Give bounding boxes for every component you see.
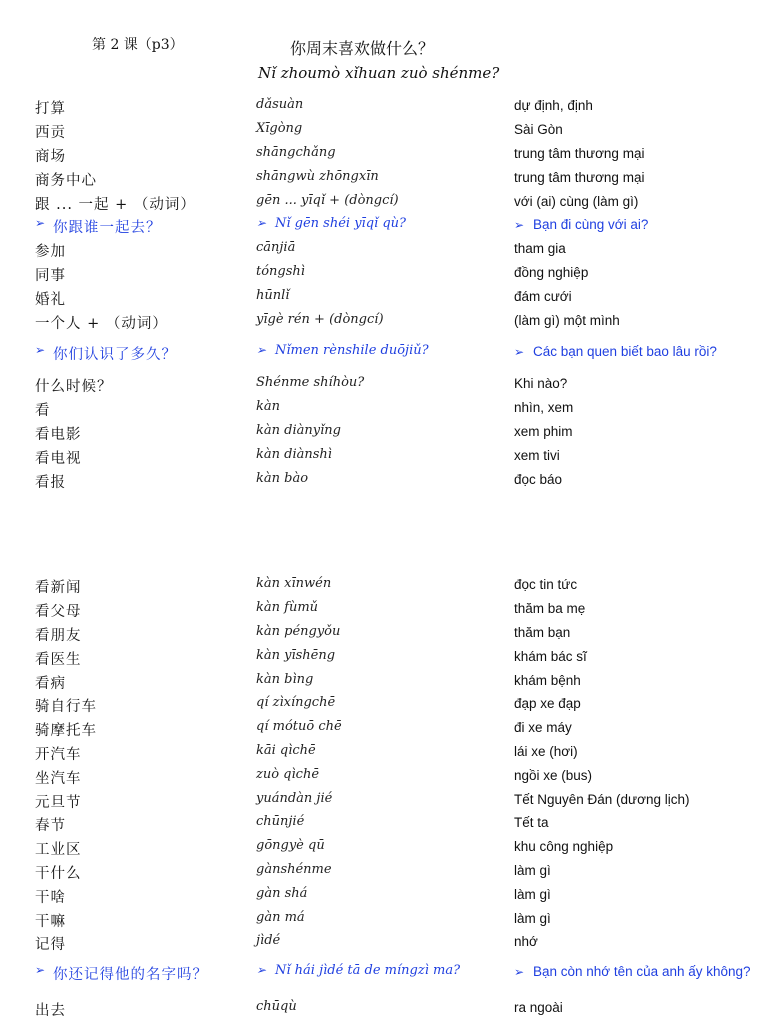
py-label: yuándàn jié: [256, 791, 333, 806]
py-label: dǎsuàn: [256, 97, 304, 112]
vi-label: với (ai) cùng (làm gì): [514, 194, 639, 209]
vocab-row: [0, 423, 768, 447]
zh-label: 开汽车: [35, 747, 82, 763]
vietnamese-text: [514, 933, 736, 951]
py-label: kàn bào: [256, 471, 309, 486]
py-label: kàn: [256, 399, 281, 414]
pinyin-text: [256, 343, 429, 358]
chinese-text: [35, 216, 162, 237]
vietnamese-text: [514, 97, 736, 115]
vocab-row: [0, 910, 768, 934]
vocab-row: [0, 288, 768, 312]
chinese-text: [35, 193, 196, 214]
pinyin-text: [256, 910, 305, 925]
vocab-row: [0, 814, 768, 838]
py-label: qí mótuō chē: [256, 719, 342, 734]
pinyin-text: [256, 963, 460, 978]
zh-label: 一个人 + （动词）: [35, 316, 168, 332]
zh-label: 什么时候？: [35, 379, 113, 395]
pinyin-text: [256, 288, 289, 303]
chinese-text: [35, 886, 66, 907]
vi-label: nhìn, xem: [514, 400, 574, 415]
chinese-text: [35, 343, 177, 364]
pinyin-text: [256, 399, 280, 414]
vi-label: làm gì: [514, 863, 551, 878]
vocab-row: [0, 719, 768, 743]
vocab-row: [0, 312, 768, 336]
vietnamese-text: [514, 999, 736, 1017]
py-label: chūqù: [256, 999, 297, 1014]
vi-label: trung tâm thương mại: [514, 170, 645, 185]
zh-label: 工业区: [35, 842, 82, 858]
vietnamese-text: [514, 719, 736, 737]
page-title: 你周末喜欢做什么？: [290, 39, 435, 58]
vietnamese-text: [514, 910, 736, 928]
zh-label: 商务中心: [35, 173, 97, 189]
vietnamese-text: [514, 963, 755, 981]
vi-label: làm gì: [514, 911, 551, 926]
vi-label: khám bác sĩ: [514, 649, 587, 664]
zh-label: 看电影: [35, 427, 82, 443]
vietnamese-text: [514, 343, 755, 361]
pinyin-text: [256, 423, 341, 438]
vietnamese-text: [514, 447, 736, 465]
pinyin-text: [256, 862, 332, 877]
pinyin-text: [256, 600, 318, 615]
vi-label: đọc báo: [514, 472, 563, 487]
pinyin-text: [256, 576, 331, 591]
pinyin-text: [256, 814, 304, 829]
pinyin-text: [256, 743, 316, 758]
vi-label: xem phim: [514, 424, 573, 439]
bullet-arrow-icon: ➢: [256, 216, 267, 230]
pinyin-text: [256, 471, 308, 486]
chinese-text: [35, 624, 82, 645]
vietnamese-text: [514, 288, 736, 306]
vi-label: Các bạn quen biết bao lâu rồi?: [533, 344, 717, 359]
py-label: Nǐmen rènshile duōjiǔ?: [275, 343, 429, 358]
py-label: kāi qìchē: [256, 743, 316, 758]
zh-label: 干嘛: [35, 914, 66, 930]
vocab-row: [0, 145, 768, 169]
vietnamese-text: [514, 169, 736, 187]
chinese-text: [35, 791, 82, 812]
vi-label: đồng nghiệp: [514, 265, 589, 280]
chinese-text: [35, 862, 82, 883]
py-label: kàn péngyǒu: [256, 624, 341, 639]
py-label: hūnlǐ: [256, 288, 290, 303]
vietnamese-text: [514, 423, 736, 441]
pinyin-text: [256, 216, 406, 231]
py-label: kàn fùmǔ: [256, 600, 319, 615]
vi-label: Bạn đi cùng với ai?: [533, 217, 649, 232]
vietnamese-text: [514, 814, 736, 832]
zh-label: 看朋友: [35, 628, 82, 644]
chinese-text: [35, 97, 66, 118]
zh-label: 同事: [35, 268, 66, 284]
pinyin-text: [256, 193, 399, 208]
bullet-arrow-icon: ➢: [35, 963, 47, 977]
chinese-text: [35, 933, 66, 954]
vocab-row: [0, 648, 768, 672]
pinyin-text: [256, 767, 319, 782]
chinese-text: [35, 719, 97, 740]
zh-label: 看医生: [35, 652, 82, 668]
chinese-text: [35, 312, 168, 333]
vietnamese-text: [514, 193, 736, 211]
vocab-row: [0, 791, 768, 815]
zh-label: 坐汽车: [35, 771, 82, 787]
vi-label: ra ngoài: [514, 1000, 563, 1015]
example-question-row: [0, 343, 768, 367]
py-label: shāngchǎng: [256, 145, 336, 160]
zh-label: 干啥: [35, 890, 66, 906]
vietnamese-text: [514, 471, 736, 489]
vocab-row: [0, 838, 768, 862]
pinyin-text: [256, 933, 280, 948]
vietnamese-text: [514, 767, 736, 785]
zh-label: 元旦节: [35, 795, 82, 811]
vi-label: dự định, định: [514, 98, 593, 113]
vi-label: Tết Nguyên Đán (dương lịch): [514, 792, 690, 807]
bullet-arrow-icon: ➢: [514, 345, 525, 359]
vocab-row: [0, 672, 768, 696]
bullet-arrow-icon: ➢: [514, 218, 525, 232]
zh-label: 你们认识了多久？: [53, 347, 177, 363]
vi-label: tham gia: [514, 241, 566, 256]
vietnamese-text: [514, 121, 736, 139]
bullet-arrow-icon: ➢: [256, 343, 267, 357]
chinese-text: [35, 264, 66, 285]
vi-label: đi xe máy: [514, 720, 572, 735]
vietnamese-text: [514, 862, 736, 880]
vietnamese-text: [514, 695, 736, 713]
vietnamese-text: [514, 399, 736, 417]
vi-label: đạp xe đạp: [514, 696, 581, 711]
pinyin-text: [256, 999, 297, 1014]
zh-label: 看病: [35, 676, 66, 692]
vietnamese-text: [514, 216, 755, 234]
vietnamese-text: [514, 240, 736, 258]
vietnamese-text: [514, 312, 736, 330]
vocab-row: [0, 240, 768, 264]
vi-label: Bạn còn nhớ tên của anh ấy không?: [533, 964, 751, 979]
chinese-text: [35, 648, 82, 669]
pinyin-text: [256, 264, 305, 279]
pinyin-text: [256, 838, 325, 853]
vi-label: trung tâm thương mại: [514, 146, 645, 161]
vi-label: làm gì: [514, 887, 551, 902]
zh-label: 你还记得他的名字吗？: [53, 967, 208, 983]
chinese-text: [35, 814, 66, 835]
py-label: gàn shá: [256, 886, 308, 901]
py-label: kàn yīshēng: [256, 648, 336, 663]
chinese-text: [35, 240, 66, 261]
pinyin-text: [256, 791, 332, 806]
vocab-row: [0, 999, 768, 1023]
zh-label: 骑摩托车: [35, 723, 97, 739]
vi-label: lái xe (hơi): [514, 744, 578, 759]
py-label: Nǐ hái jìdé tā de míngzì ma?: [275, 963, 461, 978]
vietnamese-text: [514, 648, 736, 666]
py-label: kàn diànshì: [256, 447, 332, 462]
pinyin-text: [256, 624, 340, 639]
zh-label: 看: [35, 403, 51, 419]
zh-label: 参加: [35, 244, 66, 260]
vietnamese-text: [514, 791, 736, 809]
py-label: yīgè rén + (dòngcí): [256, 312, 384, 327]
vocab-row: [0, 933, 768, 957]
chinese-text: [35, 423, 82, 444]
py-label: qí zìxíngchē: [256, 695, 336, 710]
vietnamese-text: [514, 886, 736, 904]
pinyin-text: [256, 719, 342, 734]
vocab-row: [0, 624, 768, 648]
pinyin-text: [256, 447, 332, 462]
chinese-text: [35, 999, 66, 1020]
zh-label: 干什么: [35, 866, 82, 882]
pinyin-text: [256, 672, 313, 687]
zh-label: 看新闻: [35, 580, 82, 596]
vi-label: khu công nghiệp: [514, 839, 614, 854]
zh-label: 看电视: [35, 451, 82, 467]
vocab-row: [0, 743, 768, 767]
vocab-row: [0, 97, 768, 121]
vocab-row: [0, 193, 768, 217]
zh-label: 记得: [35, 937, 66, 953]
vocab-row: [0, 695, 768, 719]
chinese-text: [35, 672, 66, 693]
pinyin-text: [256, 648, 335, 663]
vi-label: ngồi xe (bus): [514, 768, 593, 783]
pinyin-text: [256, 886, 307, 901]
vietnamese-text: [514, 743, 736, 761]
vietnamese-text: [514, 576, 736, 594]
chinese-text: [35, 963, 208, 984]
vietnamese-text: [514, 375, 736, 393]
chinese-text: [35, 910, 66, 931]
chinese-text: [35, 447, 82, 468]
py-label: Xīgòng: [256, 121, 303, 136]
py-label: zuò qìchē: [256, 767, 320, 782]
pinyin-text: [256, 97, 303, 112]
vi-label: đám cưới: [514, 289, 572, 304]
vocab-row: [0, 264, 768, 288]
chinese-text: [35, 838, 82, 859]
zh-label: 你跟谁一起去？: [53, 220, 162, 236]
py-label: kàn bìng: [256, 672, 314, 687]
vocab-row: [0, 471, 768, 495]
vietnamese-text: [514, 264, 736, 282]
vi-label: đọc tin tức: [514, 577, 578, 592]
chinese-text: [35, 169, 97, 190]
chinese-text: [35, 600, 82, 621]
vietnamese-text: [514, 600, 736, 618]
py-label: jìdé: [256, 933, 281, 948]
chinese-text: [35, 471, 66, 492]
pinyin-text: [256, 121, 302, 136]
bullet-arrow-icon: ➢: [35, 343, 47, 357]
py-label: Shénme shíhòu?: [256, 375, 365, 390]
chinese-text: [35, 145, 66, 166]
pinyin-text: [256, 375, 364, 390]
page-subtitle: Nǐ zhoumò xǐhuan zuò shénme?: [258, 64, 500, 82]
pinyin-text: [256, 145, 336, 160]
vocab-row: [0, 767, 768, 791]
pinyin-text: [256, 240, 295, 255]
zh-label: 西贡: [35, 125, 66, 141]
chinese-text: [35, 375, 113, 396]
zh-label: 看报: [35, 475, 66, 491]
vocab-row: [0, 576, 768, 600]
zh-label: 骑自行车: [35, 699, 97, 715]
vi-label: khám bệnh: [514, 673, 581, 688]
zh-label: 婚礼: [35, 292, 66, 308]
vocab-row: [0, 886, 768, 910]
pinyin-text: [256, 695, 335, 710]
vi-label: xem tivi: [514, 448, 560, 463]
py-label: gàn má: [256, 910, 305, 925]
zh-label: 春节: [35, 818, 66, 834]
chinese-text: [35, 743, 82, 764]
vi-label: Sài Gòn: [514, 122, 563, 137]
py-label: kàn xīnwén: [256, 576, 332, 591]
zh-label: 商场: [35, 149, 66, 165]
vi-label: thăm bạn: [514, 625, 571, 640]
chinese-text: [35, 767, 82, 788]
zh-label: 看父母: [35, 604, 82, 620]
vocab-row: [0, 399, 768, 423]
vi-label: thăm ba mẹ: [514, 601, 586, 616]
chinese-text: [35, 695, 97, 716]
bullet-arrow-icon: ➢: [514, 965, 525, 979]
vocab-row: [0, 600, 768, 624]
vi-label: Khi nào?: [514, 376, 568, 391]
lesson-label: 第 2 课（p3）: [92, 37, 184, 53]
zh-label: 出去: [35, 1003, 66, 1019]
bullet-arrow-icon: ➢: [35, 216, 47, 230]
page-header: [0, 0, 768, 90]
vi-label: nhớ: [514, 934, 538, 949]
chinese-text: [35, 121, 66, 142]
vietnamese-text: [514, 624, 736, 642]
py-label: gōngyè qū: [256, 838, 325, 853]
example-question-row: [0, 216, 768, 240]
py-label: cānjiā: [256, 240, 296, 255]
vietnamese-text: [514, 672, 736, 690]
pinyin-text: [256, 169, 379, 184]
vi-label: (làm gì) một mình: [514, 313, 620, 328]
chinese-text: [35, 576, 82, 597]
vocab-row: [0, 121, 768, 145]
example-question-row: [0, 963, 768, 987]
py-label: kàn diànyǐng: [256, 423, 341, 438]
vi-label: Tết ta: [514, 815, 549, 830]
py-label: gēn ... yīqǐ + (dòngcí): [256, 193, 399, 208]
zh-label: 打算: [35, 101, 66, 117]
zh-label: 跟 ... 一起 + （动词）: [35, 197, 196, 213]
py-label: gànshénme: [256, 862, 332, 877]
vietnamese-text: [514, 838, 736, 856]
vocab-row: [0, 375, 768, 399]
py-label: Nǐ gēn shéi yīqǐ qù?: [275, 216, 406, 231]
py-label: shāngwù zhōngxīn: [256, 169, 379, 184]
py-label: tóngshì: [256, 264, 305, 279]
chinese-text: [35, 288, 66, 309]
vocab-row: [0, 169, 768, 193]
bullet-arrow-icon: ➢: [256, 963, 267, 977]
vietnamese-text: [514, 145, 736, 163]
chinese-text: [35, 399, 51, 420]
pinyin-text: [256, 312, 384, 327]
vocab-row: [0, 862, 768, 886]
vocab-row: [0, 447, 768, 471]
py-label: chūnjié: [256, 814, 305, 829]
